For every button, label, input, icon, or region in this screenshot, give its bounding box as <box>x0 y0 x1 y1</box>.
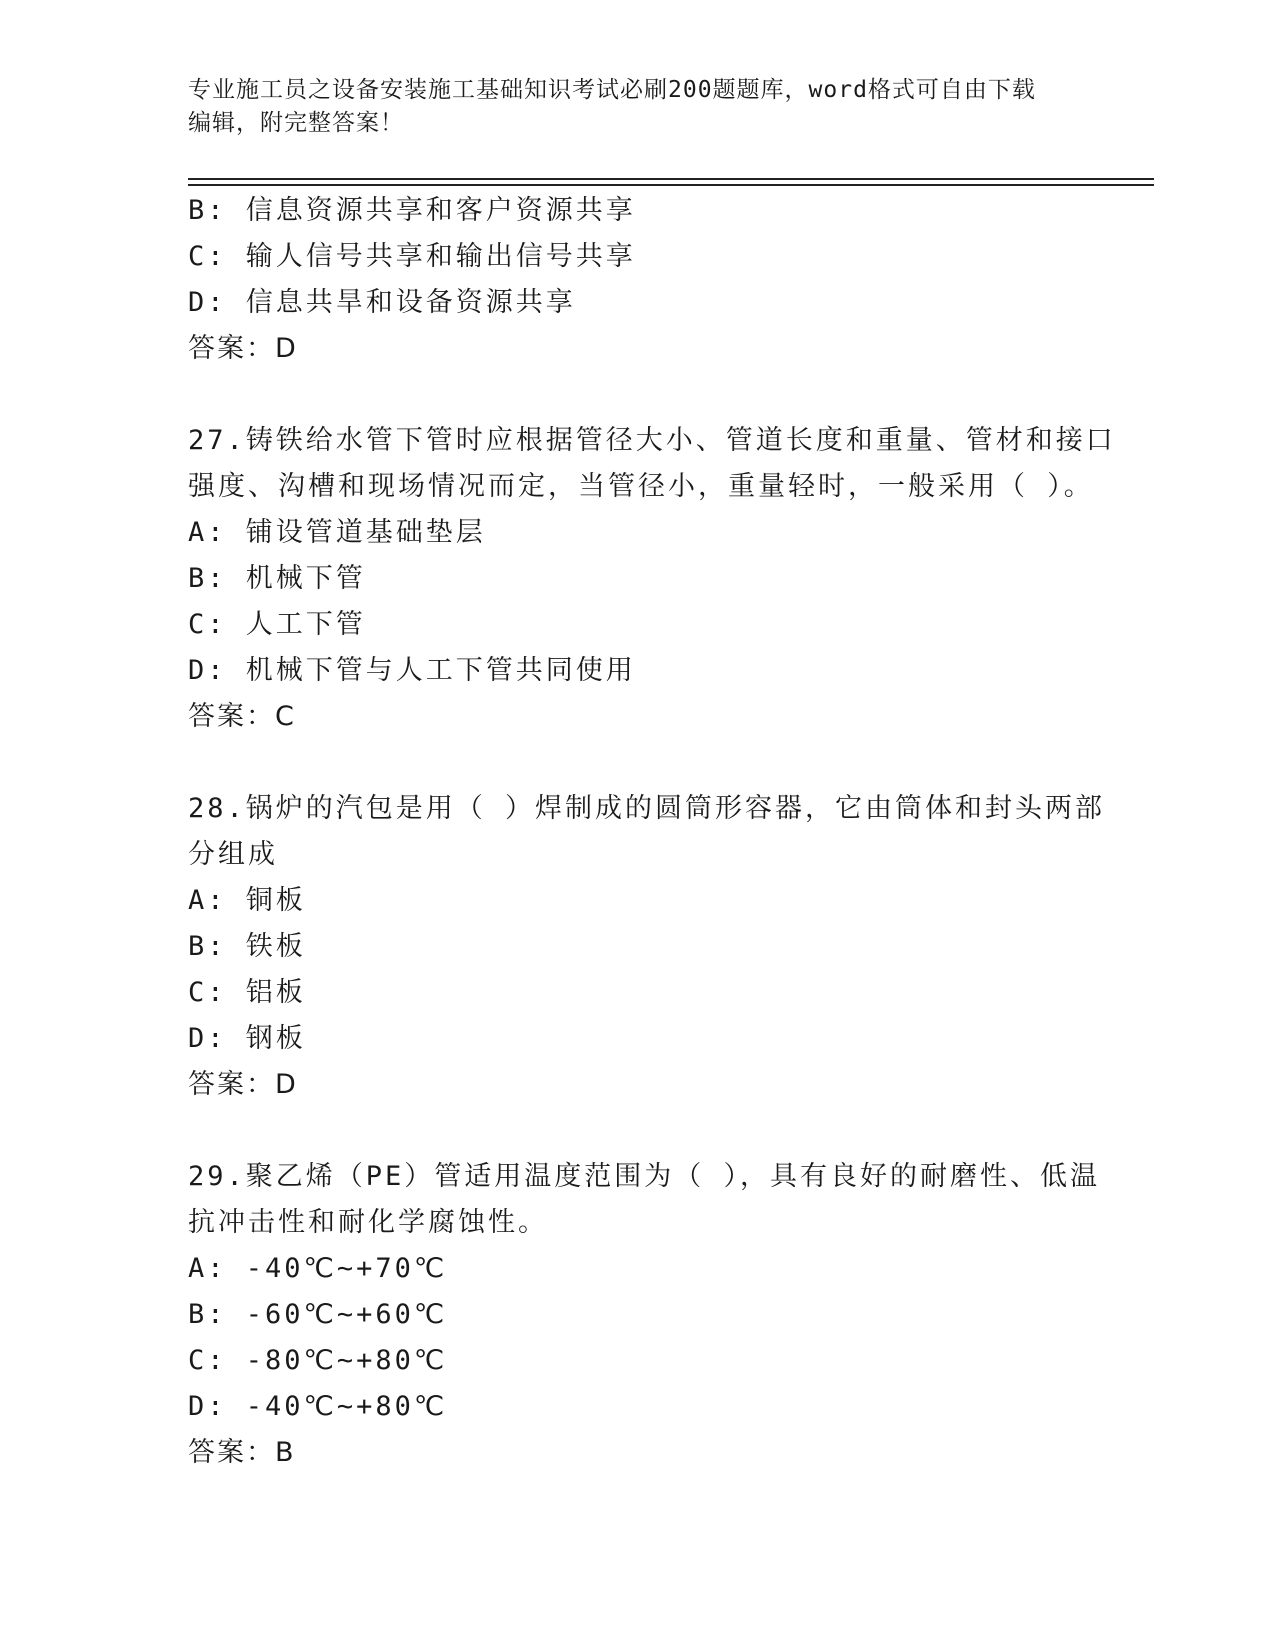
question-content <box>188 188 1116 1476</box>
option-b: B: 铁板 <box>188 931 306 962</box>
spacer <box>188 1108 1088 1154</box>
question-stem-line: 强度、沟槽和现场情况而定，当管径小，重量轻时，一般采用（ ）。 <box>188 471 1094 502</box>
option-c: C: 输人信号共享和输出信号共享 <box>188 241 636 272</box>
option-a: A: 铺设管道基础垫层 <box>188 517 486 548</box>
option-d: D: 机械下管与人工下管共同使用 <box>188 655 636 686</box>
answer-line: 答案：C <box>188 701 296 732</box>
question-stem-line: 27.铸铁给水管下管时应根据管径大小、管道长度和重量、管材和接口 <box>188 425 1116 456</box>
question-stem-line: 分组成 <box>188 839 278 870</box>
header-divider-top <box>188 178 1154 180</box>
document-header <box>188 74 1088 140</box>
option-b: B: 信息资源共享和客户资源共享 <box>188 195 636 226</box>
option-a: A: 铜板 <box>188 885 306 916</box>
answer-line: 答案：D <box>188 1069 298 1100</box>
option-b: B: 机械下管 <box>188 563 366 594</box>
option-c: C: -80℃~+80℃ <box>188 1345 448 1376</box>
answer-line: 答案：D <box>188 333 298 364</box>
question-stem-line: 抗冲击性和耐化学腐蚀性。 <box>188 1207 548 1238</box>
option-d: D: -40℃~+80℃ <box>188 1391 448 1422</box>
question-stem-line: 29.聚乙烯（PE）管适用温度范围为（ ），具有良好的耐磨性、低温 <box>188 1161 1101 1192</box>
header-line-1: 专业施工员之设备安装施工基础知识考试必刷200题题库，word格式可自由下载 <box>188 77 1036 103</box>
option-a: A: -40℃~+70℃ <box>188 1253 448 1284</box>
answer-line: 答案：B <box>188 1437 296 1468</box>
question-27 <box>188 418 1116 740</box>
option-d: D: 信息共旱和设备资源共享 <box>188 287 576 318</box>
option-b: B: -60℃~+60℃ <box>188 1299 448 1330</box>
option-d: D: 钢板 <box>188 1023 306 1054</box>
previous-question-tail <box>188 188 1088 372</box>
spacer <box>188 372 1088 418</box>
option-c: C: 人工下管 <box>188 609 366 640</box>
question-stem-line: 28.锅炉的汽包是用（ ）焊制成的圆筒形容器，它由筒体和封头两部 <box>188 793 1106 824</box>
question-29 <box>188 1154 1101 1476</box>
header-line-2: 编辑，附完整答案！ <box>188 110 404 136</box>
spacer <box>188 740 1088 786</box>
header-divider-bottom <box>188 184 1154 186</box>
option-c: C: 铝板 <box>188 977 306 1008</box>
question-28 <box>188 786 1106 1108</box>
